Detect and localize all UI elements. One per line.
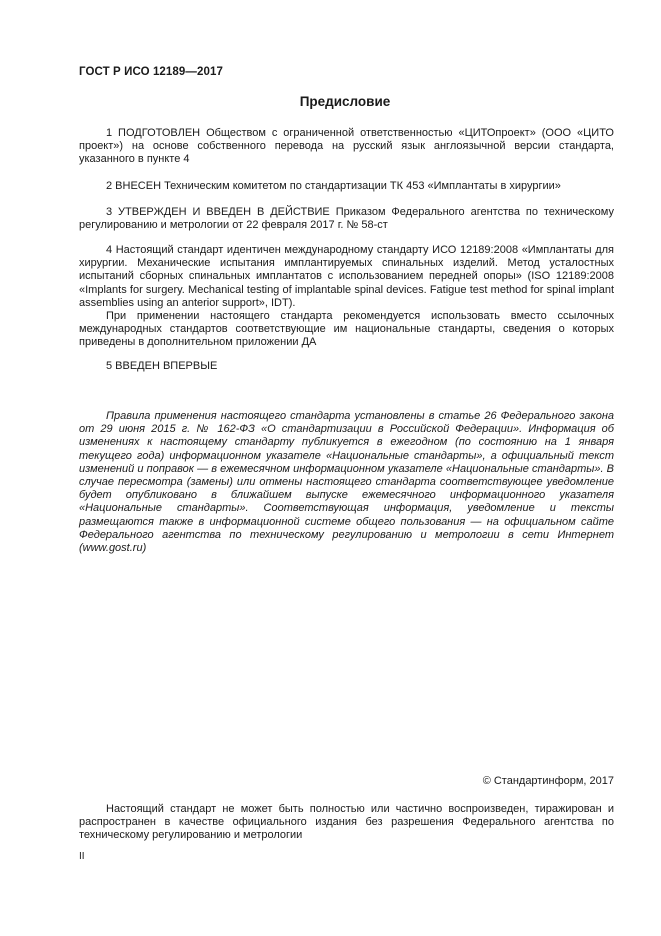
paragraph-item-2: [79, 180, 614, 193]
paragraph-item-4-note: При применении настоящего стандарта рекомендуется использовать вместо ссылочных международных стандартов соответствующие им национальные стандарты, сведения о которых приведены в дополнительном приложении ДА: [79, 310, 614, 349]
paragraph-item-4-text: 4 Настоящий стандарт идентичен международному стандарту ИСО 12189:2008 «Имплантаты для хирургии. Механические испытания имплантируемых спинальных изделий. Метод усталостных испытаний сборных спинальных имплантатов с использованием передней опоры» (ISO 12189:2008 «Implants for surgery. Mechanical testing of implantable spinal devices. Fatigue test method for spinal implant assemblies using an anterior support», IDT).: [79, 244, 614, 309]
rules-note: [79, 410, 614, 555]
reproduction-note-text: Настоящий стандарт не может быть полностью или частично воспроизведен, тиражирован и распространен в качестве официального издания без разрешения Федерального агентства по техническому регулированию и метрологии: [79, 803, 614, 842]
paragraph-item-1-text: 1 ПОДГОТОВЛЕН Обществом с ограниченной ответственностью «ЦИТОпроект» (ООО «ЦИТО проект») на основе собственного перевода на русский язык англоязычной версии стандарта, указанного в пункте 4: [79, 127, 614, 166]
reproduction-note: [79, 803, 614, 843]
paragraph-item-2-text: 2 ВНЕСЕН Техническим комитетом по стандартизации ТК 453 «Имплантаты в хирургии»: [106, 180, 561, 192]
paragraph-item-5: [79, 360, 614, 373]
paragraph-item-3: [79, 206, 614, 232]
paragraph-item-5-text: 5 ВВЕДЕН ВПЕРВЫЕ: [106, 360, 218, 372]
page-number: II: [79, 851, 85, 862]
rules-note-text: Правила применения настоящего стандарта установлены в статье 26 Федерального закона от 29 июня 2015 г. № 162-ФЗ «О стандартизации в Российской Федерации». Информация об изменениях к настоящему стандарту публикуется в ежегодном (по состоянию на 1 января текущего года) информационном указателе «Национальные стандарты», а официальный текст изменений и поправок — в ежемесячном информационном указателе «Национальные стандарты». В случае пересмотра (замены) или отмены настоящего стандарта соответствующее уведомление будет опубликовано в ближайшем выпуске ежемесячного информационного указателя «Национальные стандарты». Соответствующая информация, уведомление и тексты размещаются также в информационной системе общего пользования — на официальном сайте Федерального агентства по техническому регулированию и метрологии в сети Интернет (www.gost.ru): [79, 410, 614, 555]
document-header-id: ГОСТ Р ИСО 12189—2017: [79, 66, 224, 78]
paragraph-item-1: [79, 127, 614, 167]
paragraph-item-4: [79, 244, 614, 350]
copyright-line: © Стандартинформ, 2017: [482, 775, 614, 787]
paragraph-item-3-text: 3 УТВЕРЖДЕН И ВВЕДЕН В ДЕЙСТВИЕ Приказом Федерального агентства по техническому регулированию и метрологии от 22 февраля 2017 г. № 58-ст: [79, 206, 614, 232]
page-title: Предисловие: [299, 94, 391, 109]
